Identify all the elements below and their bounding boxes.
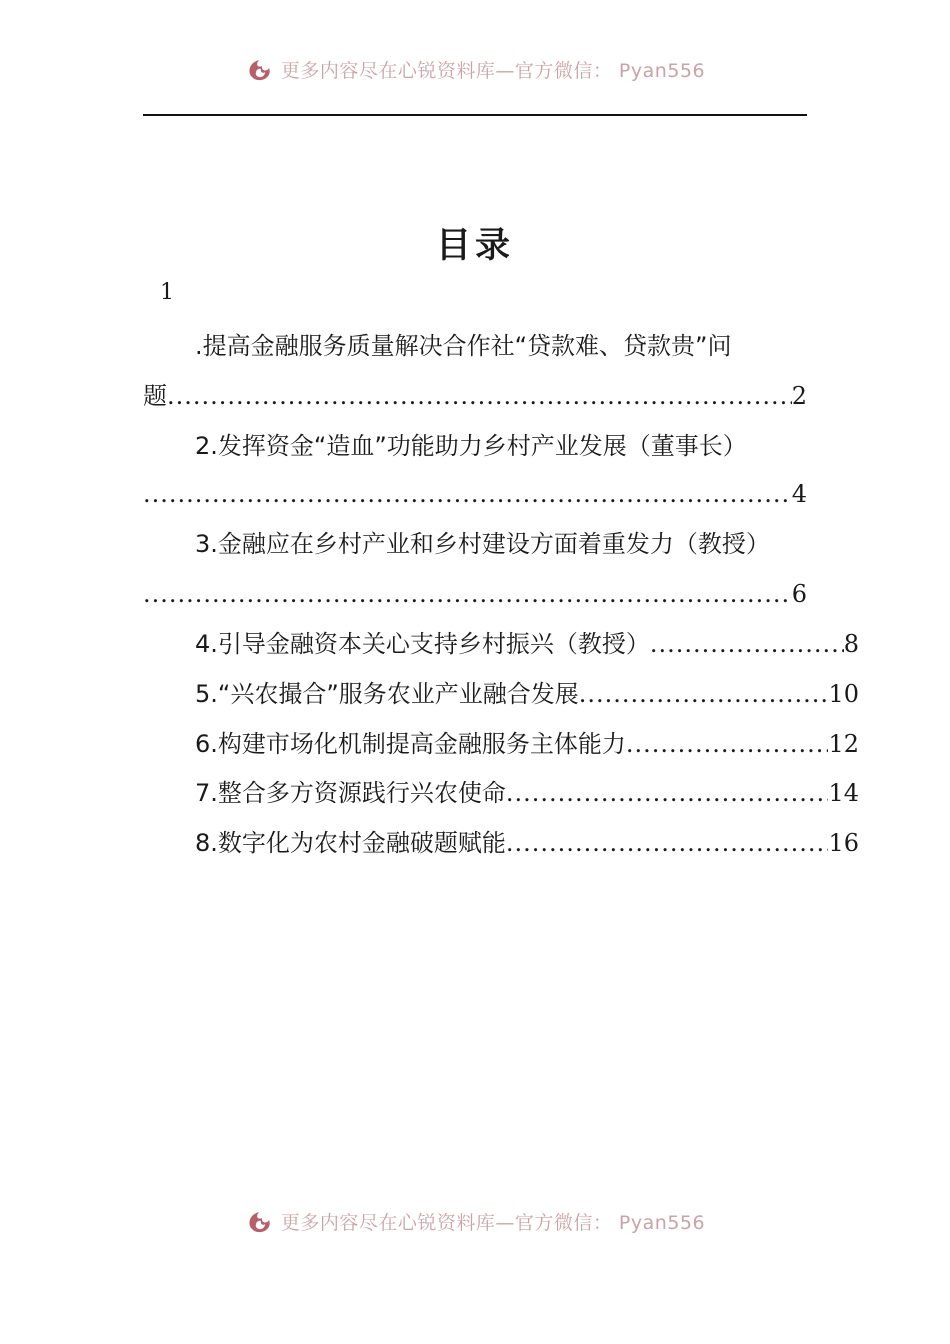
stray-page-number: 1: [160, 280, 174, 305]
toc-entry-6[interactable]: [143, 724, 859, 764]
toc-entry-title: 6.构建市场化机制提高金融服务主体能力: [195, 730, 626, 758]
toc-entry-title: 5.“兴农撮合”服务农业产业融合发展: [195, 680, 579, 708]
toc-page-number: 16: [828, 829, 859, 857]
toc-page-number: 8: [843, 630, 859, 658]
toc-leader-dots: [650, 624, 844, 664]
toc-entry-3-line1[interactable]: [143, 524, 859, 564]
toc-entry-title: 3.金融应在乡村产业和乡村建设方面着重发力（教授）: [195, 530, 770, 558]
flame-logo-icon: [245, 1208, 275, 1234]
toc-leader-dots: [167, 376, 792, 416]
toc-entry-4[interactable]: [143, 624, 859, 664]
flame-logo-icon: [245, 56, 275, 82]
toc-entry-2-line1[interactable]: [143, 426, 859, 466]
toc-entry-title: 题: [143, 382, 167, 410]
watermark-footer: [0, 1206, 950, 1236]
toc-page-number: 10: [828, 680, 859, 708]
toc-leader-dots: [506, 773, 829, 813]
toc-entry-1-line2[interactable]: [143, 376, 807, 416]
toc-entry-2-line2[interactable]: [143, 474, 807, 514]
toc-leader-dots: [626, 724, 829, 764]
toc-entry-3-line2[interactable]: [143, 574, 807, 614]
page-title: 目录: [435, 226, 514, 266]
watermark-header: [0, 54, 950, 84]
toc-entry-8[interactable]: [143, 823, 859, 863]
toc-entry-title: 7.整合多方资源践行兴农使命: [195, 779, 506, 807]
watermark-text: 更多内容尽在心锐资料库—官方微信： Pyan556: [280, 59, 706, 82]
toc-page-number: 6: [791, 580, 807, 608]
toc-page-number: 12: [828, 730, 859, 758]
toc-entry-title: .提高金融服务质量解决合作社“贷款难、贷款贵”问: [195, 332, 732, 360]
toc-page-number: 4: [791, 480, 807, 508]
toc-entry-title: 8.数字化为农村金融破题赋能: [195, 829, 506, 857]
toc-page-number: 14: [828, 779, 859, 807]
watermark-text: 更多内容尽在心锐资料库—官方微信： Pyan556: [280, 1211, 706, 1234]
toc-entry-title: 2.发挥资金“造血”功能助力乡村产业发展（董事长）: [195, 432, 747, 460]
toc-entry-5[interactable]: [143, 674, 859, 714]
header-rule: [143, 114, 807, 116]
toc-leader-dots: [506, 823, 829, 863]
toc-page-number: 2: [791, 382, 807, 410]
toc-leader-dots: [579, 674, 829, 714]
toc-leader-dots: [143, 574, 792, 614]
toc-entry-1-line1[interactable]: [143, 326, 859, 366]
toc-entry-title: 4.引导金融资本关心支持乡村振兴（教授）: [195, 630, 650, 658]
toc-leader-dots: [143, 474, 792, 514]
toc-entry-7[interactable]: [143, 773, 859, 813]
